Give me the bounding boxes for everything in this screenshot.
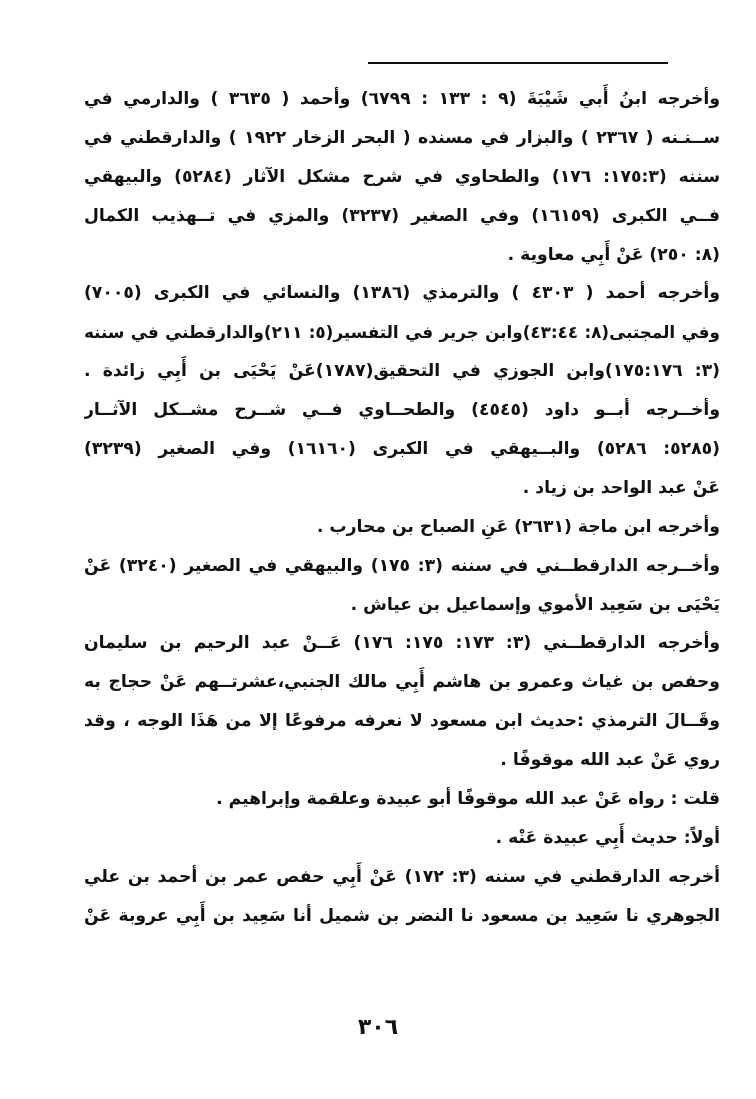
text-line: فــي الكبرى (١٦١٥٩) وفي الصغير (٣٢٣٧) والمزي في تــهذيب الكمال xyxy=(84,205,720,226)
text-line: (٣: ١٧٥:١٧٦)وابن الجوزي في التحقيق(١٧٨٧)عَنْ يَحْيَى بن أَبِي زائدة . xyxy=(84,361,720,382)
top-rule-divider xyxy=(368,62,668,64)
body-text xyxy=(84,80,720,936)
text-line: وحفص بن غياث وعمرو بن هاشم أَبِي مالك الجنبي،عشرتــهم عَنْ حجاج به xyxy=(84,672,720,693)
text-line: أولاً: حديث أَبِي عبيدة عَنْه . xyxy=(495,827,720,848)
page-number: ٣٠٦ xyxy=(357,1015,399,1040)
text-line: وأخــرجه الدارقطــني في سننه (٣: ١٧٥) والبيهقي في الصغير (٣٢٤٠) عَنْ xyxy=(84,555,720,576)
text-line: وأخــرجه أبــو داود (٤٥٤٥) والطحــاوي فــي شــرح مشــكل الآثــار xyxy=(84,400,720,421)
text-line: سننه (١٧٥:٣: ١٧٦) والطحاوي في شرح مشكل الآثار (٥٢٨٤) والبيهقي xyxy=(84,166,720,187)
text-line: وأخرجه ابنُ أَبي شَيْبَةَ (٩ : ١٣٣ : ٦٧٩٩) وأحمد ( ٣٦٣٥ ) والدارمي في xyxy=(84,89,720,109)
text-line: وفي المجتبى(٨: ٤٣:٤٤)وابن جرير في التفسير(٥: ٢١١)والدارقطني في سننه xyxy=(84,322,720,343)
text-line: روي عَنْ عبد الله موقوفًا . xyxy=(500,750,720,771)
text-line: وأخرجه ابن ماجة (٢٦٣١) عَنِ الصباح بن محارب . xyxy=(316,516,720,537)
text-line: عَنْ عبد الواحد بن زياد . xyxy=(522,477,720,498)
text-line: قلت : رواه عَنْ عبد الله موقوفًا أبو عبيدة وعلقمة وإبراهيم . xyxy=(216,789,720,810)
text-line: وأخرجه الدارقطــني (٣: ١٧٣: ١٧٥: ١٧٦) عَــنْ عبد الرحيم بن سليمان xyxy=(84,633,720,654)
text-line: الجوهري نا سَعِيد بن مسعود نا النضر بن شميل أنا سَعِيد بن أَبِي عروبة عَنْ xyxy=(84,905,720,926)
text-line: يَحْيَى بن سَعِيد الأموي وإسماعيل بن عياش . xyxy=(350,594,720,615)
text-line: وأخرجه أحمد ( ٤٣٠٣ ) والترمذي (١٣٨٦) والنسائي في الكبرى (٧٠٠٥) xyxy=(84,283,720,304)
text-line: أخرجه الدارقطني في سننه (٣: ١٧٢) عَنْ أَبِي حفص عمر بن أحمد بن علي xyxy=(84,866,720,887)
text-line: (٥٢٨٥: ٥٢٨٦) والبــيهقي في الكبرى (١٦١٦٠) وفي الصغير (٣٢٣٩) xyxy=(84,439,720,460)
text-line: (٨: ٢٥٠) عَنْ أَبِي معاوية . xyxy=(507,244,720,265)
text-line: ســنـنه ( ٢٣٦٧ ) والبزار في مسنده ( البحر الزخار ١٩٢٢ ) والدارقطني في xyxy=(84,127,720,148)
text-line: وقَــالَ الترمذي :حديث ابن مسعود لا نعرفه مرفوعًا إلا من هَذَا الوجه ، وقد xyxy=(84,711,720,732)
